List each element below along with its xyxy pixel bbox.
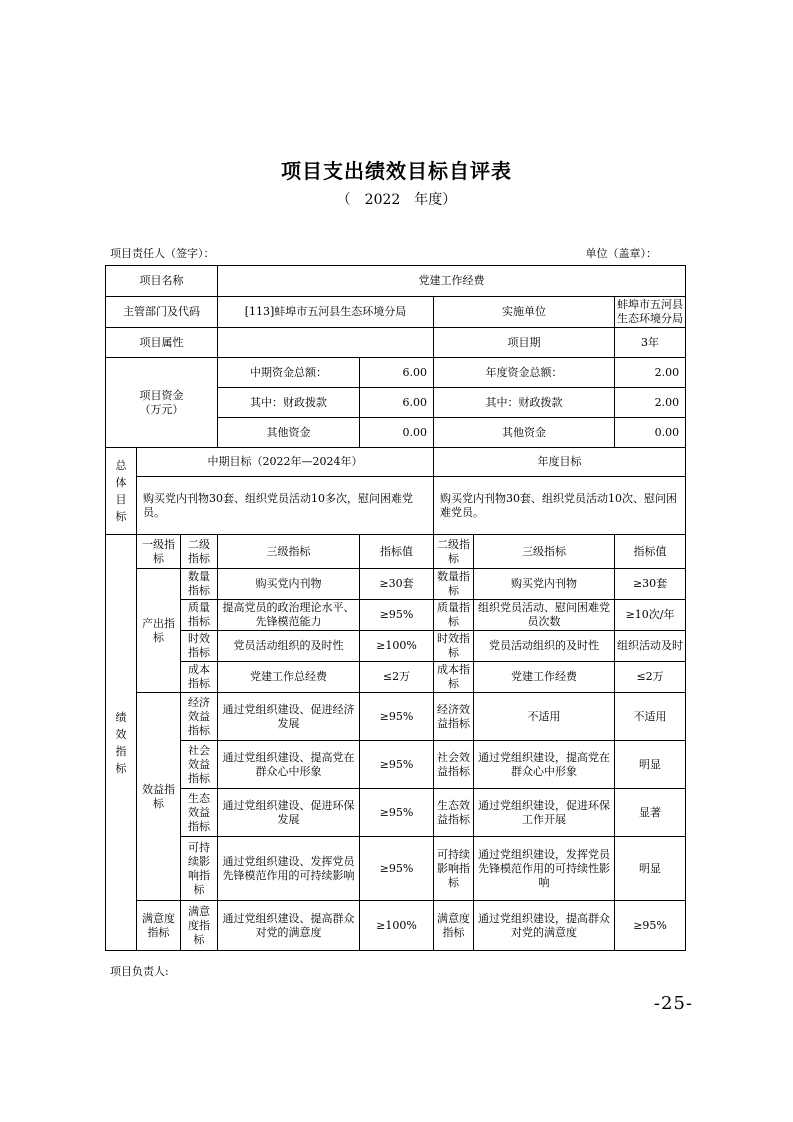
- mid-total-label: 中期资金总额：: [218, 358, 360, 388]
- mid-other-label: 其他资金: [218, 418, 360, 448]
- mid-level2: 质量指标: [181, 600, 218, 631]
- mid-value: ≥100%: [360, 901, 434, 951]
- table-row: [106, 693, 686, 741]
- table-row: [106, 266, 686, 297]
- table-row: [106, 600, 686, 631]
- page-title: 项目支出绩效目标自评表: [281, 159, 512, 183]
- year-value: 不适用: [615, 693, 686, 741]
- header-level1: 一级指标: [137, 535, 181, 569]
- dept-value: [113]蚌埠市五河县生态环境分局: [218, 297, 434, 328]
- mid-level2: 社会效益指标: [181, 741, 218, 789]
- table-row: [106, 741, 686, 789]
- header-level2: 二级指标: [181, 535, 218, 569]
- project-lead-label: 项目负责人:: [110, 965, 169, 978]
- mid-value: ≤2万: [360, 662, 434, 693]
- mid-level3: 党员活动组织的及时性: [218, 631, 360, 662]
- mid-value: ≥95%: [360, 789, 434, 837]
- responsible-person-label: 项目责任人（签字）：: [110, 247, 215, 260]
- table-row: [106, 328, 686, 358]
- mid-value: ≥30套: [360, 569, 434, 600]
- table-row: [106, 789, 686, 837]
- year-value: ≥30套: [615, 569, 686, 600]
- evaluation-table: [105, 265, 686, 951]
- overall-goal-label: 总体目标: [106, 448, 137, 535]
- year-total-label: 年度资金总额：: [434, 358, 615, 388]
- mid-value: ≥95%: [360, 693, 434, 741]
- year-level2: 成本指标: [434, 662, 474, 693]
- header-level3-year: 三级指标: [474, 535, 615, 569]
- year-level2: 社会效益指标: [434, 741, 474, 789]
- mid-level2: 时效指标: [181, 631, 218, 662]
- year-level3: 购买党内刊物: [474, 569, 615, 600]
- unit-seal-label: 单位（盖章）：: [585, 247, 657, 260]
- table-row: [106, 631, 686, 662]
- year-value: 组织活动及时: [615, 631, 686, 662]
- table-row: [106, 569, 686, 600]
- year-value: ≥10次/年: [615, 600, 686, 631]
- table-row: [106, 535, 686, 569]
- year-level2: 可持续影响指标: [434, 837, 474, 901]
- mid-value: ≥95%: [360, 600, 434, 631]
- project-attr-value: [218, 328, 434, 358]
- header-level2-year: 二级指标: [434, 535, 474, 569]
- mid-level2: 数量指标: [181, 569, 218, 600]
- header-value: 指标值: [360, 535, 434, 569]
- mid-fiscal-value: 6.00: [360, 388, 434, 418]
- header-value-year: 指标值: [615, 535, 686, 569]
- year-level2: 经济效益指标: [434, 693, 474, 741]
- project-period-label: 项目期: [434, 328, 615, 358]
- year-value: ≤2万: [615, 662, 686, 693]
- mid-level3: 通过党组织建设、促进环保发展: [218, 789, 360, 837]
- project-period-value: 3年: [615, 328, 686, 358]
- year-level3: 组织党员活动、慰问困难党员次数: [474, 600, 615, 631]
- year-fiscal-label: 其中：财政拨款: [434, 388, 615, 418]
- mid-level3: 通过党组织建设、促进经济发展: [218, 693, 360, 741]
- mid-level2: 生态效益指标: [181, 789, 218, 837]
- year-level2: 质量指标: [434, 600, 474, 631]
- mid-value: ≥95%: [360, 741, 434, 789]
- year-goal-text: 购买党内刊物30套、组织党员活动10次、慰问困难党员。: [434, 477, 686, 535]
- table-row: [106, 297, 686, 328]
- table-row: [106, 477, 686, 535]
- year-level2: 数量指标: [434, 569, 474, 600]
- year-value: ≥95%: [615, 901, 686, 951]
- mid-level3: 通过党组织建设、发挥党员先锋模范作用的可持续影响: [218, 837, 360, 901]
- dept-label: 主管部门及代码: [106, 297, 218, 328]
- impl-unit-label: 实施单位: [434, 297, 615, 328]
- year-level3: 通过党组织建设，促进环保工作开展: [474, 789, 615, 837]
- mid-level2: 可持续影响指标: [181, 837, 218, 901]
- year-total-value: 2.00: [615, 358, 686, 388]
- page-subtitle: （ 2022 年度）: [336, 192, 457, 208]
- mid-level3: 通过党组织建设、提高党在群众心中形象: [218, 741, 360, 789]
- mid-level3: 党建工作总经费: [218, 662, 360, 693]
- table-row: [106, 837, 686, 901]
- year-fiscal-value: 2.00: [615, 388, 686, 418]
- mid-total-value: 6.00: [360, 358, 434, 388]
- mid-other-value: 0.00: [360, 418, 434, 448]
- year-value: 明显: [615, 837, 686, 901]
- year-level3: 通过党组织建设，提高群众对党的满意度: [474, 901, 615, 951]
- project-name: 党建工作经费: [218, 266, 686, 297]
- project-name-label: 项目名称: [106, 266, 218, 297]
- year-level3: 通过党组织建设，提高党在群众心中形象: [474, 741, 615, 789]
- mid-level3: 通过党组织建设、提高群众对党的满意度: [218, 901, 360, 951]
- mid-goal-label: 中期目标（2022年—2024年）: [137, 448, 434, 477]
- year-other-value: 0.00: [615, 418, 686, 448]
- year-level3: 党员活动组织的及时性: [474, 631, 615, 662]
- header-level3: 三级指标: [218, 535, 360, 569]
- mid-level2: 满意度指标: [181, 901, 218, 951]
- mid-level3: 购买党内刊物: [218, 569, 360, 600]
- mid-value: ≥95%: [360, 837, 434, 901]
- group-satisfaction: 满意度指标: [137, 901, 181, 951]
- year-level3: 通过党组织建设，发挥党员先锋模范作用的可持续性影响: [474, 837, 615, 901]
- mid-goal-text: 购买党内刊物30套、组织党员活动10多次，慰问困难党员。: [137, 477, 434, 535]
- year-level2: 满意度指标: [434, 901, 474, 951]
- table-row: [106, 662, 686, 693]
- group-benefit: 效益指标: [137, 693, 181, 901]
- year-level2: 生态效益指标: [434, 789, 474, 837]
- funds-label: 项目资金（万元）: [106, 358, 218, 448]
- table-row: [106, 358, 686, 388]
- page-number: -25-: [653, 993, 693, 1014]
- impl-unit-value: 蚌埠市五河县生态环境分局: [615, 297, 686, 328]
- group-output: 产出指标: [137, 569, 181, 693]
- performance-indicator-label: 绩效指标: [106, 535, 137, 951]
- mid-level2: 成本指标: [181, 662, 218, 693]
- mid-fiscal-label: 其中：财政拨款: [218, 388, 360, 418]
- table-row: [106, 448, 686, 477]
- mid-level3: 提高党员的政治理论水平、先锋模范能力: [218, 600, 360, 631]
- year-value: 显著: [615, 789, 686, 837]
- year-other-label: 其他资金: [434, 418, 615, 448]
- mid-value: ≥100%: [360, 631, 434, 662]
- project-attr-label: 项目属性: [106, 328, 218, 358]
- year-level3: 不适用: [474, 693, 615, 741]
- year-level2: 时效指标: [434, 631, 474, 662]
- year-level3: 党建工作经费: [474, 662, 615, 693]
- year-goal-label: 年度目标: [434, 448, 686, 477]
- mid-level2: 经济效益指标: [181, 693, 218, 741]
- year-value: 明显: [615, 741, 686, 789]
- table-row: [106, 901, 686, 951]
